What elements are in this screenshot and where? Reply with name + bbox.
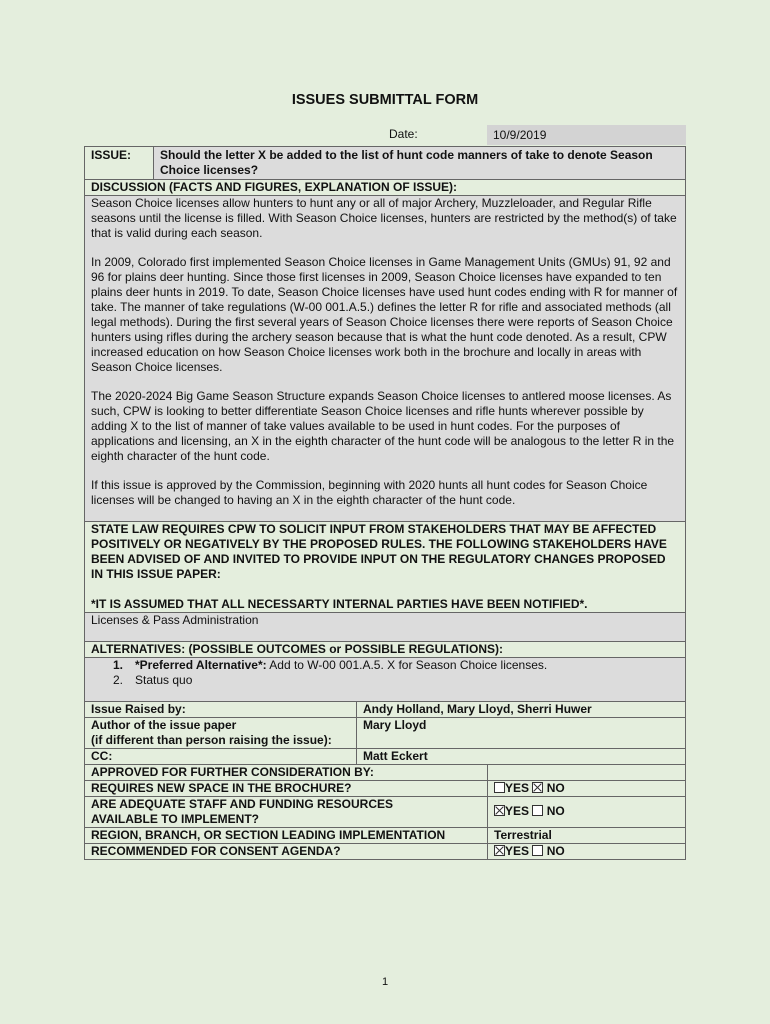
consent-yes-checkbox[interactable] (494, 845, 505, 856)
alternative-number: 1. (113, 658, 124, 672)
space-yes-checkbox[interactable] (494, 782, 505, 793)
cc-field[interactable]: Matt Eckert (363, 749, 428, 763)
staff-choice (488, 797, 685, 827)
issue-form (84, 146, 686, 860)
author-label-cell (85, 718, 357, 748)
approval-heading-row (84, 765, 686, 781)
space-no-checkbox[interactable] (532, 782, 543, 793)
date-label: Date: (389, 127, 418, 141)
staff-label: ARE ADEQUATE STAFF AND FUNDING RESOURCES (91, 797, 394, 811)
space-row (84, 781, 686, 797)
space-choice (488, 781, 685, 796)
stakeholders-section (84, 522, 686, 613)
consent-label: RECOMMENDED FOR CONSENT AGENDA? (85, 844, 488, 859)
region-field[interactable]: Terrestrial (494, 828, 552, 842)
no-label: NO (546, 844, 565, 858)
approval-heading: APPROVED FOR FURTHER CONSIDERATION BY: (85, 765, 488, 780)
form-title: ISSUES SUBMITTAL FORM (291, 92, 479, 108)
author-label: Author of the issue paper (91, 718, 237, 732)
discussion-paragraph: If this issue is approved by the Commission, beginning with 2020 hunts all hunt codes for Season Choice licenses will be changed to having an X in the eighth character of the hunt code. (91, 478, 648, 507)
stakeholders-assumption: *IT IS ASSUMED THAT ALL NECESSARTY INTERNAL PARTIES HAVE BEEN NOTIFIED*. (91, 597, 588, 611)
alternative-text: Add to W-00 001.A.5. X for Season Choice licenses. (266, 658, 548, 672)
discussion-body[interactable] (84, 196, 686, 522)
issue-label: ISSUE: (85, 147, 154, 179)
date-field[interactable]: 10/9/2019 (487, 125, 686, 145)
region-label: REGION, BRANCH, OR SECTION LEADING IMPLEMENTATION (85, 828, 488, 843)
alternatives-field[interactable] (84, 658, 686, 702)
raised-by-field[interactable]: Andy Holland, Mary Lloyd, Sherri Huwer (363, 702, 592, 716)
stakeholders-field[interactable]: Licenses & Pass Administration (84, 613, 686, 642)
alternatives-heading: ALTERNATIVES: (POSSIBLE OUTCOMES or POSSIBLE REGULATIONS): (84, 642, 686, 658)
staff-row (84, 797, 686, 828)
yes-label: YES (505, 804, 530, 818)
staff-label-cont: AVAILABLE TO IMPLEMENT? (91, 812, 259, 826)
alternative-text: Status quo (135, 673, 193, 687)
author-row (84, 718, 686, 749)
no-label: NO (546, 804, 565, 818)
author-note: (if different than person raising the issue): (91, 733, 332, 747)
discussion-heading: DISCUSSION (FACTS AND FIGURES, EXPLANATION OF ISSUE): (84, 180, 686, 196)
consent-no-checkbox[interactable] (532, 845, 543, 856)
page-number: 1 (381, 976, 389, 988)
region-row (84, 828, 686, 844)
raised-by-row (84, 702, 686, 718)
alternatives-list (85, 658, 685, 688)
staff-no-checkbox[interactable] (532, 805, 543, 816)
stakeholders-statement: STATE LAW REQUIRES CPW TO SOLICIT INPUT FROM STAKEHOLDERS THAT MAY BE AFFECTED POSITIVELY OR NEGATIVELY BY THE PROPOSED RULES. THE FOLLOWING STAKEHOLDERS HAVE BEEN ADVISED OF AND INVITED TO PROVIDE INPUT ON THE REGULATORY CHANGES PROPOSED IN THIS ISSUE PAPER: (91, 522, 667, 581)
space-label: REQUIRES NEW SPACE IN THE BROCHURE? (85, 781, 488, 796)
staff-label-cell (85, 797, 488, 827)
cc-row (84, 749, 686, 765)
alternative-bold: *Preferred Alternative*: (135, 658, 267, 672)
approval-field[interactable] (488, 765, 685, 780)
consent-choice (488, 844, 685, 859)
discussion-paragraph: Season Choice licenses allow hunters to hunt any or all of major Archery, Muzzleloader, and Regular Rifle seasons until the license is filled. With Season Choice licenses, hunters are restricted by the method(s) of take that is valid during each season. (91, 196, 677, 240)
yes-label: YES (505, 781, 530, 795)
issue-text[interactable]: Should the letter X be added to the list of hunt code manners of take to denote Season Choice licenses? (154, 147, 685, 179)
alternative-number: 2. (113, 673, 124, 687)
issue-row (84, 146, 686, 180)
discussion-paragraph: The 2020-2024 Big Game Season Structure expands Season Choice licenses to antlered moose licenses. As such, CPW is looking to better differentiate Season Choice licenses and rifle hunts wherever possible by adding X to the list of manner of take values available to be used in hunt codes. For the purposes of applications and licensing, an X in the eighth character of the hunt code will be analogous to the letter R in the eighth character of the hunt code. (91, 389, 675, 463)
no-label: NO (546, 781, 565, 795)
alternative-item (113, 658, 685, 673)
staff-yes-checkbox[interactable] (494, 805, 505, 816)
alternative-item (113, 673, 685, 688)
yes-label: YES (505, 844, 530, 858)
discussion-paragraph: In 2009, Colorado first implemented Season Choice licenses in Game Management Units (GMUs) 91, 92 and 96 for plains deer hunting. Since those first licenses in 2009, Season Choice licenses have expanded to ten plains deer hunts in 2019. To date, Season Choice licenses have used hunt codes ending with R for manner of take. The manner of take regulations (W-00 001.A.5.) defines the letter R for rifle and associated methods (all legal methods). During the first several years of Season Choice licenses there were reports of Season Choice hunters using rifles during the archery season because that is what the hunt code denoted. As a result, CPW increased education on how Season Choice licenses work both in the brochure and locally in areas with Season Choice licenses. (91, 255, 678, 374)
raised-by-label: Issue Raised by: (85, 702, 357, 717)
cc-label: CC: (85, 749, 357, 764)
author-field[interactable]: Mary Lloyd (363, 718, 427, 732)
consent-row (84, 844, 686, 860)
